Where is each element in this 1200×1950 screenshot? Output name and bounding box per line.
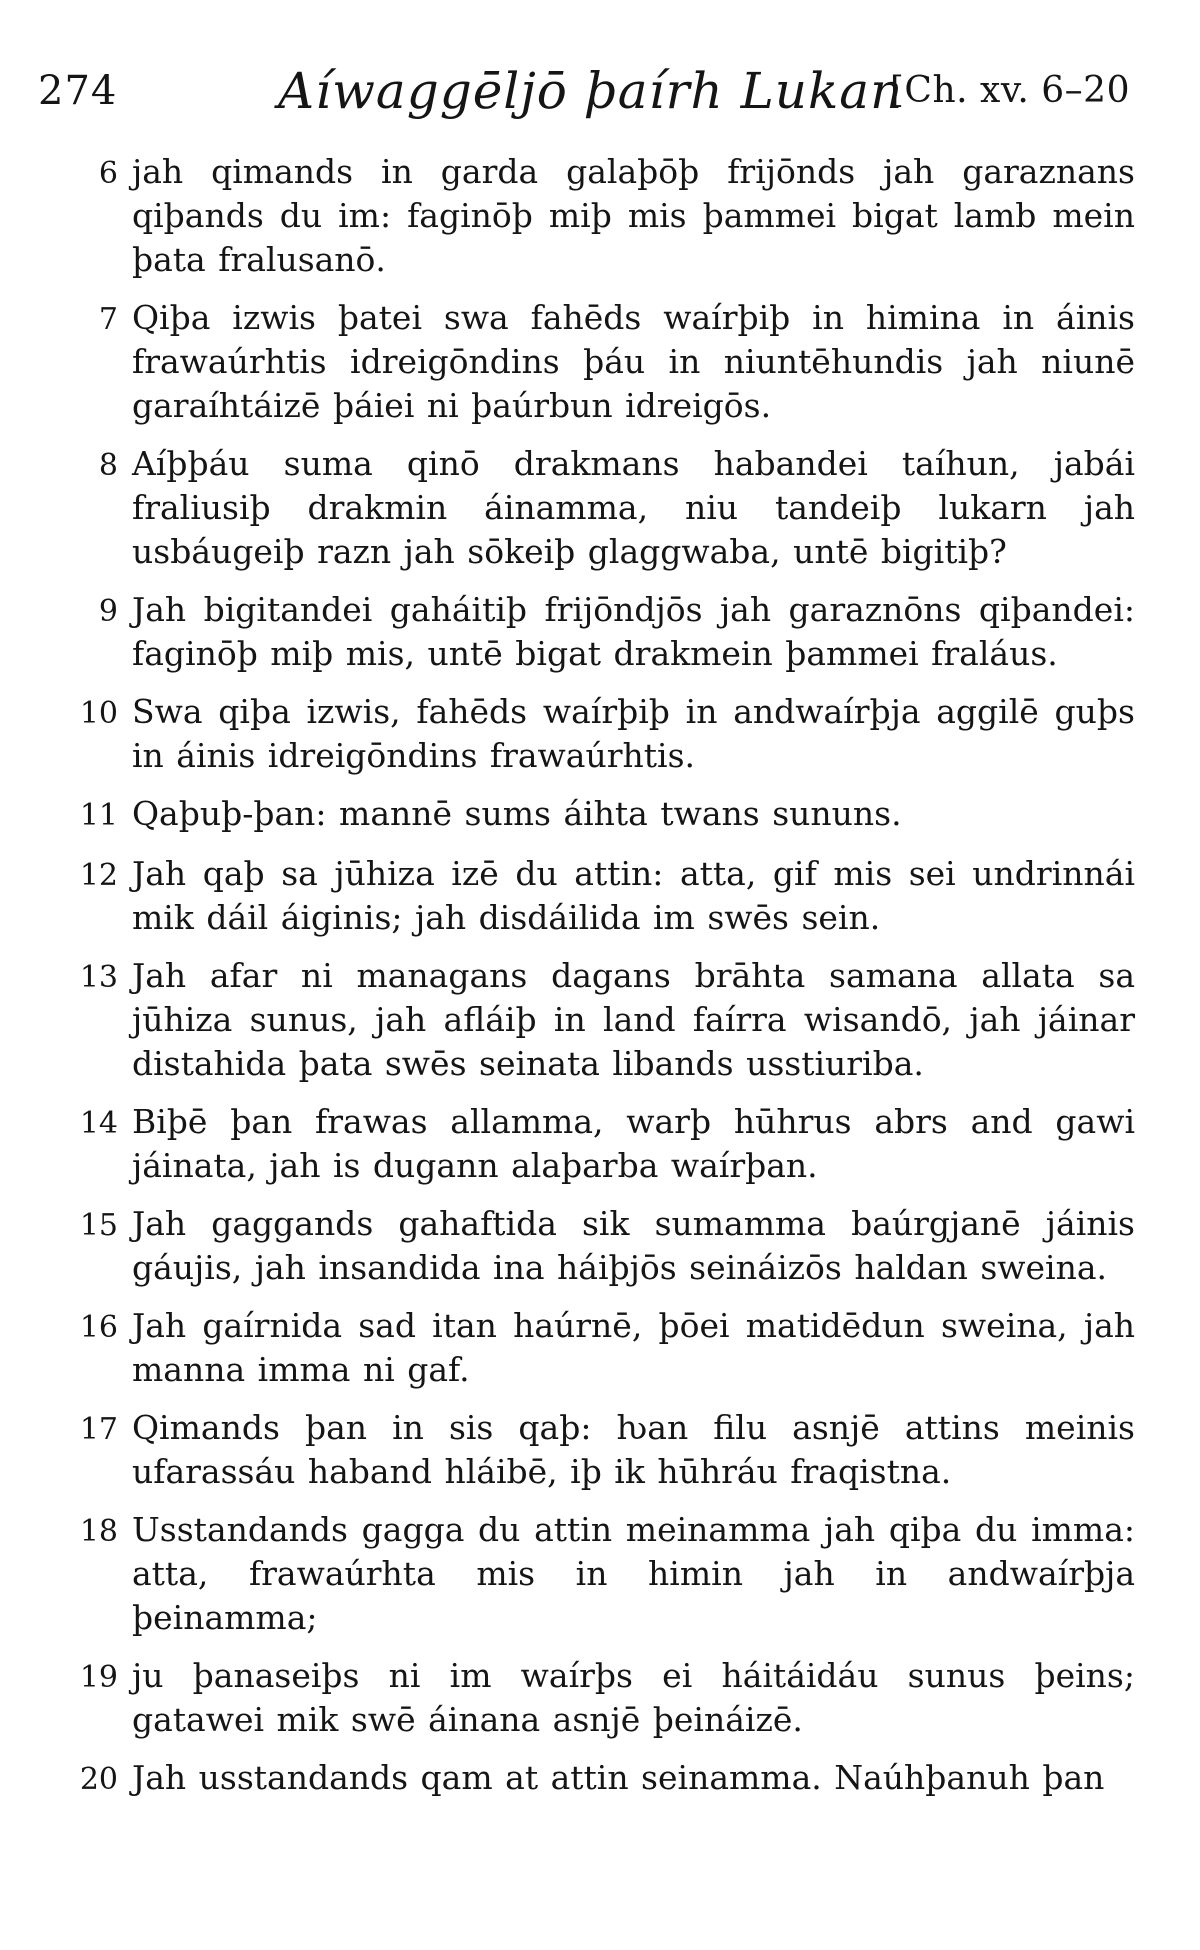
- verse-7: [70, 296, 1135, 428]
- verse-17: [70, 1406, 1135, 1494]
- verse-number: 6: [98, 156, 118, 191]
- verse-number: 9: [98, 594, 118, 629]
- verse-text: ju þanaseiþs ni im waírþs ei háitáidáu sunus þeins; gatawei mik swē áinana asnjē þeináizē.: [132, 1656, 1135, 1739]
- verse-9: [70, 588, 1135, 676]
- verse-text: Jah usstandands qam at attin seinamma. Naúhþanuh þan: [132, 1758, 1105, 1797]
- verse-20: [70, 1756, 1135, 1802]
- verse-number: 10: [79, 696, 118, 731]
- verse-number: 13: [79, 960, 118, 995]
- verse-number: 20: [79, 1762, 118, 1797]
- verse-text: Aíþþáu suma qinō drakmans habandei taíhun, jabái fraliusiþ drakmin áinamma, niu tandeiþ lukarn jah usbáugeiþ razn jah sōkeiþ glaggwaba, untē bigitiþ?: [132, 444, 1135, 571]
- verse-text: Jah gaírnida sad itan haúrnē, þōei matidēdun sweina, jah manna imma ni gaf.: [132, 1306, 1135, 1389]
- verse-number: 8: [98, 448, 118, 483]
- chapter-reference: [Ch. xv. 6–20: [889, 70, 1130, 111]
- verse-number: 11: [79, 798, 118, 833]
- verse-18: [70, 1508, 1135, 1640]
- verse-text: Jah gaggands gahaftida sik sumamma baúrgjanē jáinis gáujis, jah insandida ina háiþjōs seináizōs haldan sweina.: [132, 1204, 1135, 1287]
- verse-list: [70, 150, 1135, 1816]
- verse-number: 19: [79, 1660, 118, 1695]
- verse-number: 16: [79, 1310, 118, 1345]
- page-header: [38, 62, 1130, 122]
- verse-text: Biþē þan frawas allamma, warþ hūhrus abrs and gawi jáinata, jah is dugann alaþarba waírþan.: [132, 1102, 1135, 1185]
- verse-text: Qaþuþ-þan: mannē sums áihta twans sununs.: [132, 794, 902, 833]
- verse-text: Jah afar ni managans dagans brāhta samana allata sa jūhiza sunus, jah afláiþ in land faírra wisandō, jah jáinar distahida þata swēs seinata libands usstiuriba.: [132, 956, 1135, 1083]
- verse-16: [70, 1304, 1135, 1392]
- verse-number: 17: [79, 1412, 118, 1447]
- page-number: 274: [38, 68, 118, 114]
- verse-text: Usstandands gagga du attin meinamma jah qiþa du imma: atta, frawaúrhta mis in himin jah in andwaírþja þeinamma;: [132, 1510, 1135, 1637]
- verse-13: [70, 954, 1135, 1086]
- verse-12: [70, 852, 1135, 940]
- verse-number: 12: [79, 858, 118, 893]
- verse-text: Jah bigitandei gaháitiþ frijōndjōs jah garaznōns qiþandei: faginōþ miþ mis, untē bigat drakmein þammei fraláus.: [132, 590, 1135, 673]
- verse-10: [70, 690, 1135, 778]
- verse-15: [70, 1202, 1135, 1290]
- running-title: Aíwaggēljō þaírh Lukan: [278, 62, 904, 120]
- verse-text: Qimands þan in sis qaþ: ƕan filu asnjē attins meinis ufarassáu haband hláibē, iþ ik hūhráu fraqistna.: [132, 1408, 1135, 1491]
- verse-number: 7: [98, 302, 118, 337]
- verse-text: Swa qiþa izwis, fahēds waírþiþ in andwaírþja aggilē guþs in áinis idreigōndins frawaúrhtis.: [132, 692, 1135, 775]
- verse-text: Jah qaþ sa jūhiza izē du attin: atta, gif mis sei undrinnái mik dáil áiginis; jah disdáilida im swēs sein.: [132, 854, 1135, 937]
- verse-11: [70, 792, 1135, 838]
- verse-6: [70, 150, 1135, 282]
- verse-19: [70, 1654, 1135, 1742]
- verse-number: 14: [79, 1106, 118, 1141]
- verse-number: 15: [79, 1208, 118, 1243]
- verse-8: [70, 442, 1135, 574]
- verse-text: Qiþa izwis þatei swa fahēds waírþiþ in himina in áinis frawaúrhtis idreigōndins þáu in niuntēhundis jah niunē garaíhtáizē þáiei ni þaúrbun idreigōs.: [132, 298, 1135, 425]
- verse-14: [70, 1100, 1135, 1188]
- verse-number: 18: [79, 1514, 118, 1549]
- verse-text: jah qimands in garda galaþōþ frijōnds jah garaznans qiþands du im: faginōþ miþ mis þammei bigat lamb mein þata fralusanō.: [132, 152, 1135, 279]
